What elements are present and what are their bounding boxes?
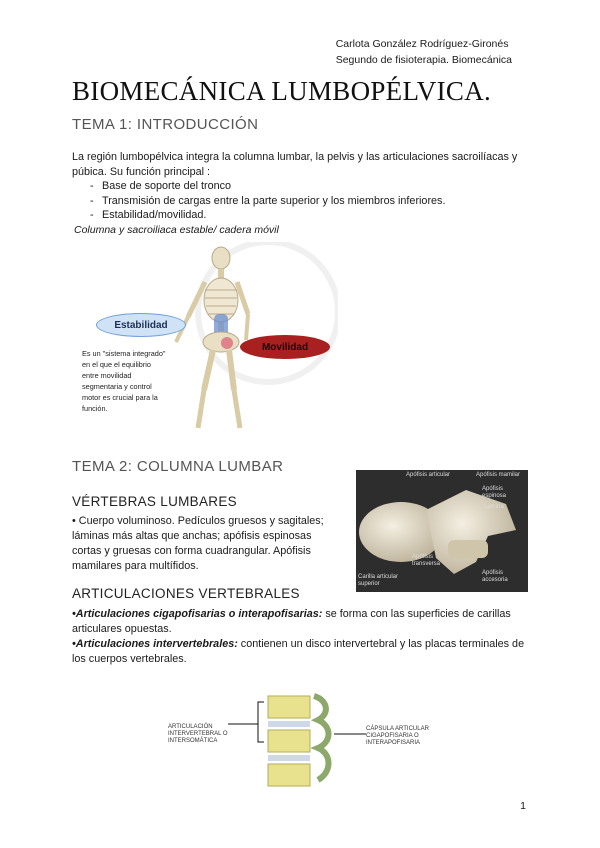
list-item: - Estabilidad/movilidad. bbox=[72, 208, 532, 223]
intervertebral-label: ARTICULACIÓN INTERVERTEBRAL O INTERSOMÁTICA bbox=[168, 724, 228, 744]
tema1-note: Columna y sacroiliaca estable/ cadera móvil bbox=[74, 224, 279, 236]
stability-bubble bbox=[96, 313, 186, 337]
mobility-label: Movilidad bbox=[261, 341, 309, 353]
articulaciones-item-2 bbox=[72, 637, 532, 667]
list-item: - Base de soporte del tronco bbox=[72, 179, 532, 194]
photo-label: Apófisis espinosa bbox=[482, 486, 507, 499]
photo-label: Apófisis accesoria bbox=[482, 570, 508, 583]
photo-label: Apófisis mamilar bbox=[476, 472, 521, 478]
photo-label: Carilla articular superior bbox=[358, 574, 399, 587]
skeleton-figure bbox=[78, 242, 338, 432]
capsule-label: CÁPSULA ARTICULAR CIGAPOFISARIA O INTERAPOFISARIA bbox=[366, 726, 429, 746]
articulaciones-item-1 bbox=[72, 607, 532, 637]
figure-caption: Es un "sistema integrado" en el que el equilibrio entre movilidad segmentaria y control motor es crucial para la función. bbox=[82, 349, 166, 413]
vertebras-heading: VÉRTEBRAS LUMBARES bbox=[72, 494, 237, 509]
articulaciones-heading: ARTICULACIONES VERTEBRALES bbox=[72, 586, 300, 601]
tema1-bullets bbox=[72, 179, 532, 223]
item-2-title: •Articulaciones intervertebrales: bbox=[72, 638, 238, 650]
author-block bbox=[336, 36, 512, 68]
item-1-title: •Articulaciones cigapofisarias o interapofisarias: bbox=[72, 608, 323, 620]
mobility-bubble bbox=[240, 335, 330, 359]
vertebra-photo bbox=[356, 470, 528, 592]
photo-label: Apófisis articular bbox=[406, 472, 451, 478]
stability-label: Estabilidad bbox=[114, 319, 168, 331]
tema1-intro: La región lumbopélvica integra la columna lumbar, la pelvis y las articulaciones sacroilíacas y púbica. Su función principal : bbox=[72, 151, 518, 178]
list-item: - Transmisión de cargas entre la parte superior y los miembros inferiores. bbox=[72, 194, 532, 209]
page-title: BIOMECÁNICA LUMBOPÉLVICA. bbox=[72, 76, 492, 106]
photo-label: Apófisis transversa bbox=[412, 554, 441, 567]
vertebras-text: • Cuerpo voluminoso. Pedículos gruesos y sagitales; láminas más altas que anchas; apófisis espinosas cortas y gruesas con forma cuadrangular. Apófisis mamilares para multífidos. bbox=[72, 515, 324, 572]
tema2-heading: TEMA 2: COLUMNA LUMBAR bbox=[72, 458, 284, 475]
item-1-text: se forma con las superficies de carillas articulares opuestas. bbox=[72, 608, 511, 635]
author-name: Carlota González Rodríguez-Gironés bbox=[335, 38, 509, 50]
page-number: 1 bbox=[520, 800, 526, 812]
photo-label: Lámina bbox=[484, 504, 504, 510]
tema1-heading: TEMA 1: INTRODUCCIÓN bbox=[72, 116, 259, 133]
course-name: Segundo de fisioterapia. Biomecánica bbox=[335, 54, 512, 66]
spine-joints-figure bbox=[168, 688, 438, 800]
item-2-text: contienen un disco intervertebral y las placas terminales de los cuerpos vertebrales. bbox=[72, 638, 525, 665]
